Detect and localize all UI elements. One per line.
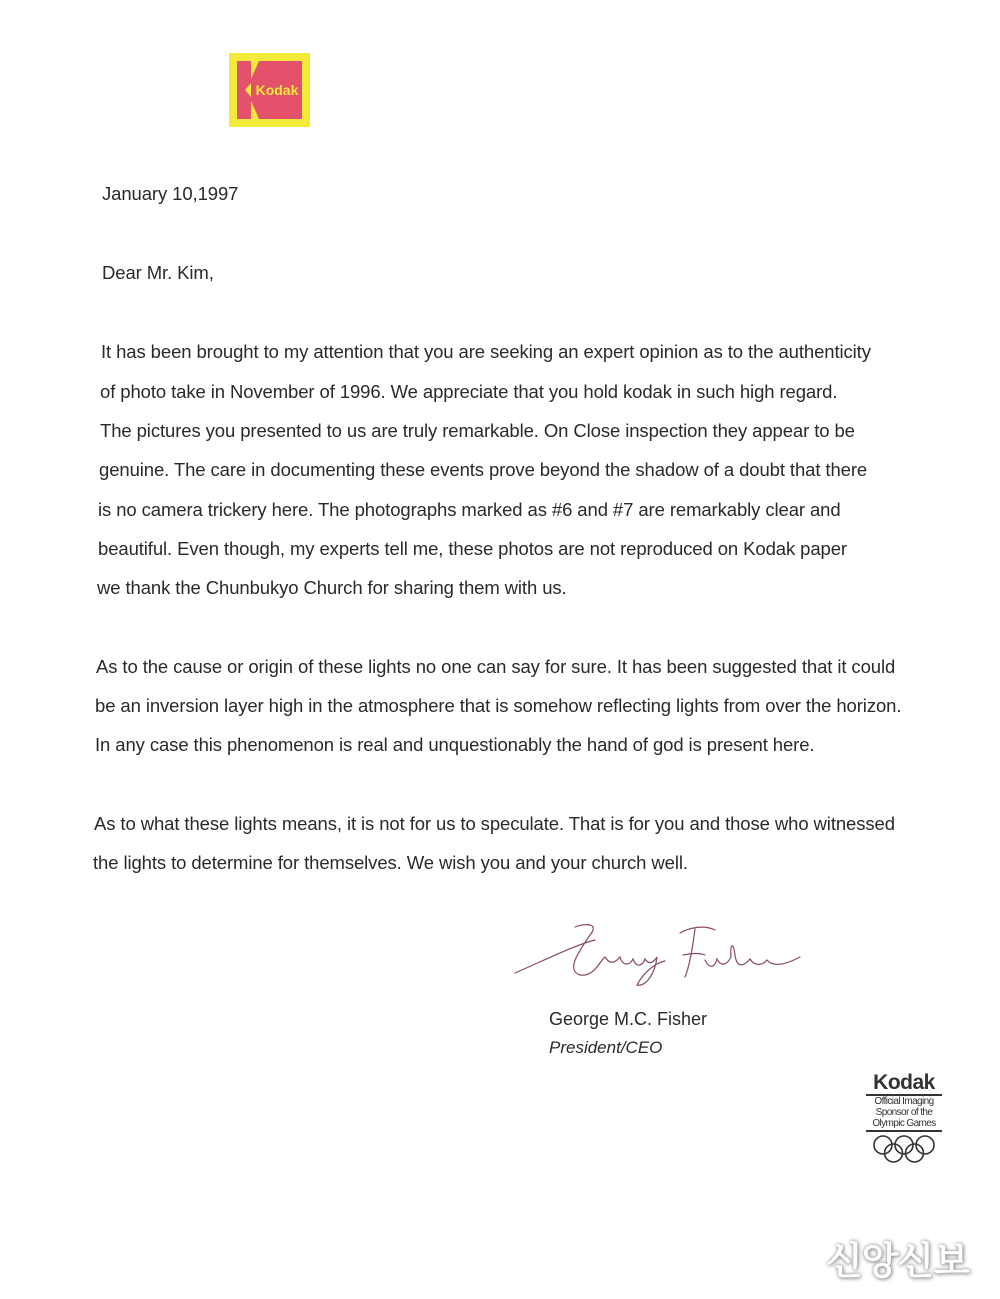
body-line: In any case this phenomenon is real and unquestionably the hand of god is present here. <box>95 734 815 755</box>
svg-text:Kodak: Kodak <box>255 82 299 98</box>
body-line: As to the cause or origin of these lights no one can say for sure. It has been suggested that it could <box>96 656 896 677</box>
sponsor-line: Sponsor of the <box>875 1107 933 1118</box>
olympic-sponsor-mark <box>866 1072 942 1164</box>
signer-name: George M.C. Fisher <box>549 1009 708 1029</box>
sponsor-brand: Kodak <box>866 1072 942 1096</box>
body-line: beautiful. Even though, my experts tell me, these photos are not reproduced on Kodak paper <box>98 538 847 559</box>
body-line: we thank the Chunbukyo Church for sharing them with us. <box>97 577 567 598</box>
kodak-logo <box>229 53 310 127</box>
handwritten-signature <box>505 915 815 995</box>
body-line: The pictures you presented to us are truly remarkable. On Close inspection they appear to be <box>100 420 855 441</box>
kodak-k-mark-icon <box>229 53 310 127</box>
signer-title: President/CEO <box>549 1038 663 1057</box>
sponsor-line: Olympic Games <box>866 1118 942 1132</box>
body-line: is no camera trickery here. The photographs marked as #6 and #7 are remarkably clear and <box>98 499 841 520</box>
salutation: Dear Mr. Kim, <box>102 262 214 283</box>
body-line: As to what these lights means, it is not for us to speculate. That is for you and those who witnessed <box>94 813 895 834</box>
olympic-rings-icon <box>871 1134 937 1164</box>
watermark: 신앙신보 <box>826 1241 969 1283</box>
body-line: be an inversion layer high in the atmosphere that is somehow reflecting lights from over the horizon. <box>95 695 902 716</box>
body-line: genuine. The care in documenting these events prove beyond the shadow of a doubt that there <box>99 459 868 480</box>
sponsor-line: Official Imaging <box>874 1096 934 1107</box>
body-line: It has been brought to my attention that you are seeking an expert opinion as to the authenticity <box>101 341 871 362</box>
body-line: of photo take in November of 1996. We appreciate that you hold kodak in such high regard. <box>100 381 838 402</box>
body-line: the lights to determine for themselves. We wish you and your church well. <box>93 852 688 873</box>
letter-date: January 10,1997 <box>102 183 239 204</box>
